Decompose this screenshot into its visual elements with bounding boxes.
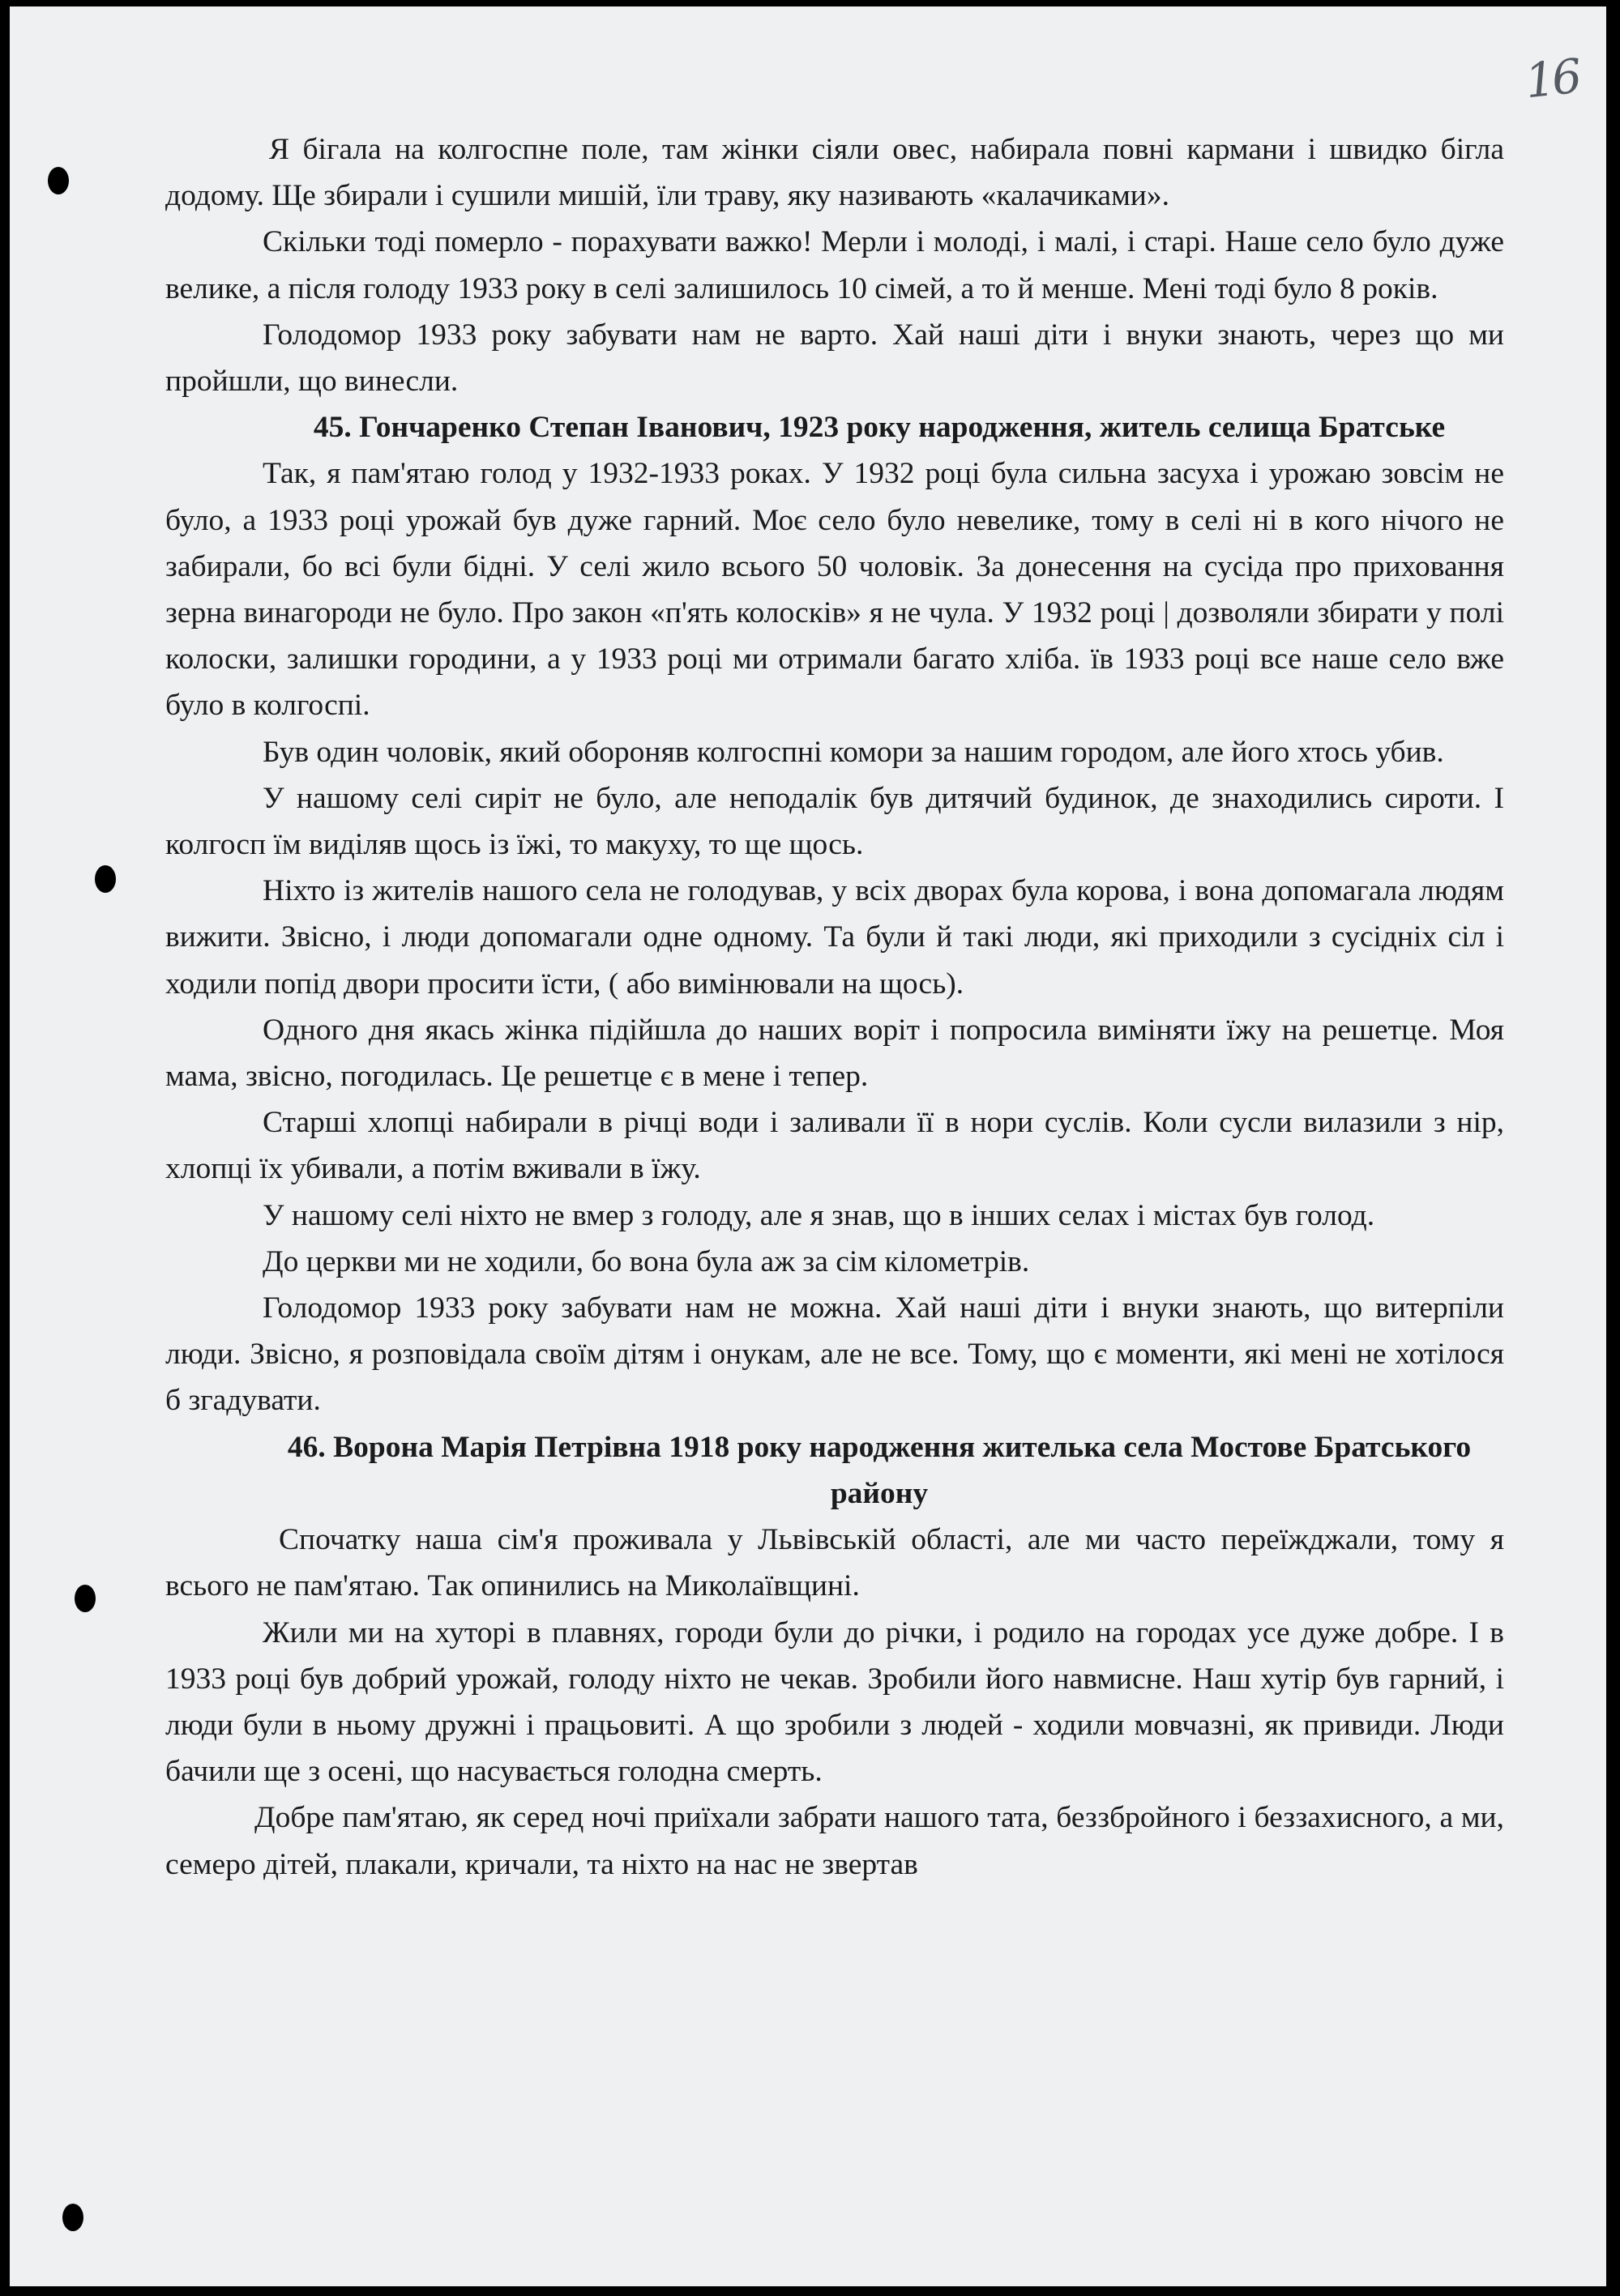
- paragraph: У нашому селі сиріт не було, але неподалік був дитячий будинок, де знаходились сироти. І колгосп їм виділяв щось із їжі, то макуху, то ще щось.: [165, 781, 1504, 862]
- paragraph: Старші хлопці набирали в річці води і заливали її в нори суслів. Коли сусли вилазили з нір, хлопці їх убивали, а потім вживали в їжу.: [165, 1106, 1504, 1186]
- paragraph: Одного дня якась жінка підійшла до наших воріт і попросила виміняти їжу на решетце. Моя мама, звісно, погодилась. Це решетце є в мене і тепер.: [165, 1013, 1504, 1094]
- binder-hole-3: [75, 1585, 96, 1612]
- paragraph: Був один чоловік, який обороняв колгоспні комори за нашим городом, але його хтось убив.: [263, 735, 1444, 769]
- paragraph: Жили ми на хуторі в плавнях, городи були до річки, і родило на городах усе дуже добре. І в 1933 році був добрий урожай, голоду ніхто не чекав. Зробили його навмисне. Наш хутір був гарний, і люди були в ньому дружні і працьовиті. А що зробили з людей - ходили мовчазні, як привиди. Люди бачили ще з осені, що насувається голодна смерть.: [165, 1615, 1504, 1789]
- document-page: [10, 6, 1606, 2286]
- paragraph: Добре пам'ятаю, як серед ночі приїхали забрати нашого тата, беззбройного і беззахисного, а ми, семеро дітей, плакали, кричали, та ніхто на нас не звертав: [165, 1801, 1504, 1881]
- paragraph: Ніхто із жителів нашого села не голодував, у всіх дворах була корова, і вона допомагала людям вижити. Звісно, і люди допомагали одне одному. Та були й такі люди, які приходили з сусідніх сіл і ходили попід двори просити їсти, ( або вимінювали на щось).: [165, 874, 1504, 1001]
- binder-hole-1: [48, 167, 69, 194]
- page-number: 16: [1522, 48, 1582, 109]
- section-heading-45: 45. Гончаренко Степан Іванович, 1923 року народження, житель селища Братське: [313, 411, 1446, 445]
- paragraph: Спочатку наша сім'я проживала у Львівській області, але ми часто переїжджали, тому я всього не пам'ятаю. Так опинились на Миколаївщині.: [165, 1523, 1504, 1603]
- binder-hole-4: [62, 2204, 83, 2231]
- document-body: [165, 126, 1504, 1888]
- paragraph: Я бігала на колгоспне поле, там жінки сіяли овес, набирала повні кармани і швидко бігла додому. Ще збирали і сушили мишій, їли траву, яку називають «калачиками».: [165, 133, 1504, 213]
- paragraph: Так, я пам'ятаю голод у 1932-1933 роках. У 1932 році була сильна засуха і урожаю зовсім не було, а 1933 році урожай був дуже гарний. Моє село було невелике, тому в селі ні в кого нічого не забирали, бо всі були бідні. У селі жило всього 50 чоловік. За донесення на сусіда про приховання зерна винагороди не було. Про закон «п'ять колосків» я не чула. У 1932 році | дозволяли збирати у полі колоски, залишки городини, а у 1933 році ми отримали багато хліба. їв 1933 році все наше село вже було в колгоспі.: [165, 457, 1504, 723]
- paragraph: До церкви ми не ходили, бо вона була аж за сім кілометрів.: [263, 1244, 1030, 1278]
- binder-hole-2: [95, 865, 116, 893]
- section-heading-46: 46. Ворона Марія Петрівна 1918 року народження жителька села Мостове Братського району: [287, 1430, 1472, 1510]
- paragraph: Скільки тоді померло - порахувати важко! Мерли і молоді, і малі, і старі. Наше село було дуже велике, а після голоду 1933 року в селі залишилось 10 сімей, а то й менше. Мені тоді було 8 років.: [165, 225, 1504, 305]
- paragraph: Голодомор 1933 року забувати нам не можна. Хай наші діти і внуки знають, що витерпіли люди. Звісно, я розповідала своїм дітям і онукам, але не все. Тому, що є моменти, які мені не хотілося б згадувати.: [165, 1291, 1504, 1418]
- paragraph: Голодомор 1933 року забувати нам не варто. Хай наші діти і внуки знають, через що ми пройшли, що винесли.: [165, 318, 1504, 399]
- paragraph: У нашому селі ніхто не вмер з голоду, але я знав, що в інших селах і містах був голод.: [263, 1198, 1375, 1232]
